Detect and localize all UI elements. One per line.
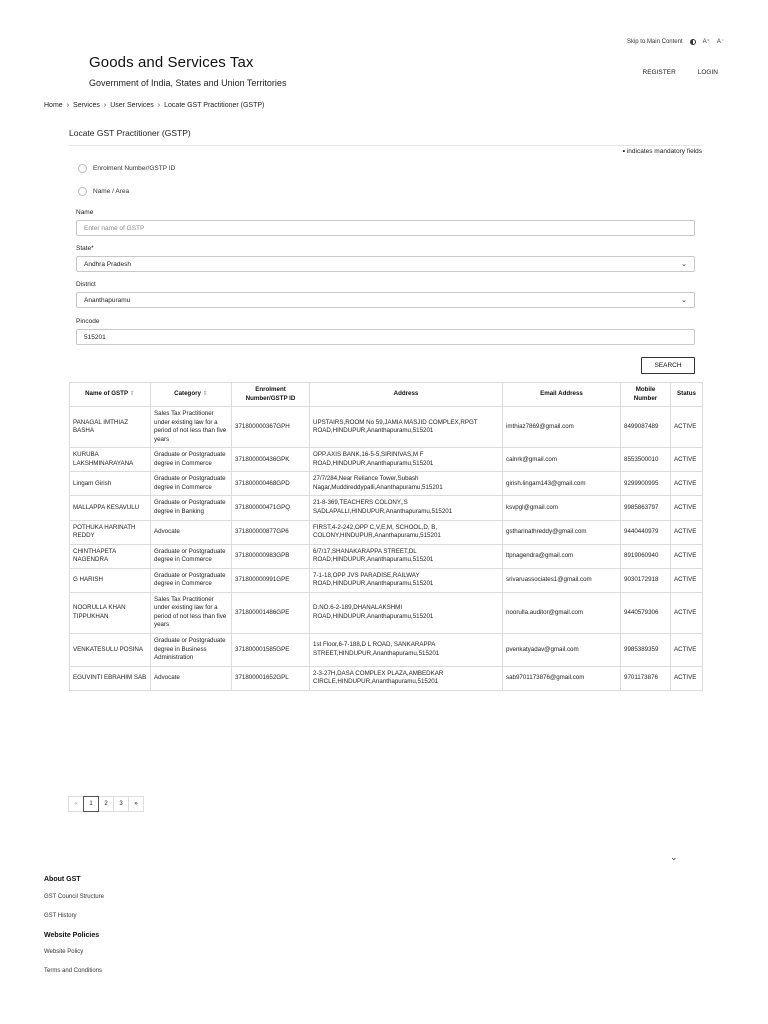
cell-name: MALLAPPA KESAVULU xyxy=(70,496,151,520)
login-link[interactable]: LOGIN xyxy=(697,69,718,76)
cell-email: noorulla.auditor@gmail.com xyxy=(503,592,621,633)
cell-address: 21-8-369,TEACHERS COLONY,,S SADLAPALLI,HINDUPUR,Ananthapuramu,515201 xyxy=(310,496,503,520)
cell-address: D.NO.6-2-189,DHANALAKSHMI ROAD,HINDUPUR,Ananthapuramu,515201 xyxy=(310,592,503,633)
pagination-page-3[interactable]: 3 xyxy=(113,796,129,812)
cell-mobile: 9030172918 xyxy=(621,568,671,592)
cell-category: Advocate xyxy=(151,666,232,690)
title-divider xyxy=(69,145,702,146)
cell-email: sab9701173876@gmail.com xyxy=(503,666,621,690)
cell-email: imthiaz7869@gmail.com xyxy=(503,407,621,448)
name-label: Name xyxy=(76,209,94,216)
page-title: Locate GST Practitioner (GSTP) xyxy=(69,128,191,138)
table-row xyxy=(70,407,703,448)
column-header-category[interactable] xyxy=(151,383,232,407)
radio-enrolment-label: Enrolment Number/GSTP ID xyxy=(93,165,176,172)
breadcrumb-separator: › xyxy=(103,102,107,109)
cell-address: FIRST,4-2-242,OPP C,V,E,M, SCHOOL,D, B, COLONY,HINDUPUR,Ananthapuramu,515201 xyxy=(310,520,503,544)
radio-name-area-label: Name / Area xyxy=(93,188,130,195)
table-row xyxy=(70,496,703,520)
table-row xyxy=(70,520,703,544)
cell-email: srivaruassociates1@gmail.com xyxy=(503,568,621,592)
cell-mobile: 8499087489 xyxy=(621,407,671,448)
cell-status: ACTIVE xyxy=(671,568,703,592)
radio-button[interactable] xyxy=(78,164,87,173)
footer-terms-link[interactable]: Terms and Conditions xyxy=(44,968,103,974)
pagination-prev[interactable]: « xyxy=(68,796,84,812)
cell-mobile: 8919060940 xyxy=(621,544,671,568)
cell-category: Sales Tax Practitioner under existing law for a period of not less than five years xyxy=(151,592,232,633)
chevron-down-icon: ⌄ xyxy=(681,261,687,268)
cell-enrolment: 371800000471GPQ xyxy=(232,496,310,520)
cell-enrolment: 371800000436GPK xyxy=(232,448,310,472)
breadcrumb-user-services[interactable]: User Services xyxy=(110,102,154,109)
cell-enrolment: 371800000367GPH xyxy=(232,407,310,448)
breadcrumb-separator: › xyxy=(66,102,70,109)
cell-status: ACTIVE xyxy=(671,472,703,496)
district-value: Ananthapuramu xyxy=(84,296,131,304)
mandatory-text: indicates mandatory fields xyxy=(626,148,702,155)
cell-category: Graduate or Postgraduate degree in Commerce xyxy=(151,544,232,568)
cell-email: pvenkatyadav@gmail.com xyxy=(503,634,621,667)
state-value: Andhra Pradesh xyxy=(84,260,131,268)
utility-bar xyxy=(627,38,724,45)
search-button[interactable]: SEARCH xyxy=(641,357,695,374)
pagination-page-1[interactable]: 1 xyxy=(83,796,99,812)
table-row xyxy=(70,592,703,633)
cell-name: KURUBA LAKSHMINARAYANA xyxy=(70,448,151,472)
table-row xyxy=(70,568,703,592)
table-row xyxy=(70,448,703,472)
column-header-email: Email Address xyxy=(503,383,621,407)
cell-mobile: 9985863797 xyxy=(621,496,671,520)
font-decrease-button[interactable]: A⁻ xyxy=(716,39,724,45)
cell-mobile: 9440440979 xyxy=(621,520,671,544)
cell-enrolment: 371800000991GPE xyxy=(232,568,310,592)
table-row xyxy=(70,666,703,690)
cell-name: EGUVINTI EBRAHIM SAB xyxy=(70,666,151,690)
header-label: Name of GSTP xyxy=(85,390,128,398)
pincode-value: 515201 xyxy=(84,333,106,341)
state-label: State* xyxy=(76,245,94,252)
cell-category: Graduate or Postgraduate degree in Commerce xyxy=(151,568,232,592)
cell-status: ACTIVE xyxy=(671,520,703,544)
column-header-address: Address xyxy=(310,383,503,407)
contrast-icon[interactable] xyxy=(690,39,696,45)
cell-address: UPSTAIRS,ROOM No 59,JAMIA MASJID COMPLEX,RPGT ROAD,HINDUPUR,Ananthapuramu,515201 xyxy=(310,407,503,448)
cell-mobile: 9440579306 xyxy=(621,592,671,633)
cell-address: OPP.AXIS BANK,16-5-5,SIRINIVAS,M F ROAD,HINDUPUR,Ananthapuramu,515201 xyxy=(310,448,503,472)
sort-icon[interactable]: ⇕ xyxy=(202,390,208,398)
skip-to-content-link[interactable]: Skip to Main Content xyxy=(626,38,683,45)
radio-enrolment-option[interactable] xyxy=(78,164,175,173)
cell-mobile: 9701173876 xyxy=(621,666,671,690)
cell-email: calnrk@gmail.com xyxy=(503,448,621,472)
cell-email: ksvpgl@gmail.com xyxy=(503,496,621,520)
breadcrumb-home[interactable]: Home xyxy=(44,102,63,109)
sort-icon[interactable]: ⇕ xyxy=(129,390,135,398)
cell-status: ACTIVE xyxy=(671,496,703,520)
cell-mobile: 9985389359 xyxy=(621,634,671,667)
mandatory-note xyxy=(623,148,702,155)
district-select[interactable] xyxy=(76,292,695,308)
cell-email: girish.lingam143@gmail.com xyxy=(503,472,621,496)
cell-email: ltpnagendra@gmail.com xyxy=(503,544,621,568)
header-label: Category xyxy=(174,390,201,398)
site-title[interactable]: Goods and Services Tax xyxy=(89,54,254,71)
results-body xyxy=(70,407,703,691)
cell-status: ACTIVE xyxy=(671,544,703,568)
cell-status: ACTIVE xyxy=(671,448,703,472)
cell-category: Advocate xyxy=(151,520,232,544)
cell-status: ACTIVE xyxy=(671,592,703,633)
cell-name: PANAGAL IMTHIAZ BASHA xyxy=(70,407,151,448)
radio-name-area-option[interactable] xyxy=(78,187,129,196)
cell-enrolment: 371800001652GPL xyxy=(232,666,310,690)
font-increase-button[interactable]: A⁺ xyxy=(702,39,710,45)
cell-enrolment: 371800000983GPB xyxy=(232,544,310,568)
table-row xyxy=(70,544,703,568)
cell-name: Lingam Girish xyxy=(70,472,151,496)
pagination-next[interactable]: » xyxy=(128,796,144,812)
cell-name: G HARISH xyxy=(70,568,151,592)
cell-mobile: 8553500010 xyxy=(621,448,671,472)
column-header-mobile: Mobile Number xyxy=(621,383,671,407)
auth-links xyxy=(643,69,718,76)
footer-website-policy-link[interactable]: Website Policy xyxy=(44,949,84,955)
mandatory-star: • xyxy=(622,148,626,155)
chevron-down-icon[interactable]: ⌄ xyxy=(670,852,678,862)
cell-category: Sales Tax Practitioner under existing law for a period of not less than five years xyxy=(151,407,232,448)
cell-address: 27/7/284,Near Reliance Tower,Subash Nagar,Muddireddypalli,Ananthapuramu,515201 xyxy=(310,472,503,496)
name-input[interactable] xyxy=(76,220,695,236)
pagination-page-2[interactable]: 2 xyxy=(98,796,114,812)
table-row xyxy=(70,634,703,667)
cell-status: ACTIVE xyxy=(671,407,703,448)
cell-name: NOORULLA KHAN TIPPUKHAN xyxy=(70,592,151,633)
cell-enrolment: 371800001486GPE xyxy=(232,592,310,633)
cell-address: 6/7/17,SHANAKARAPPA STREET,DL ROAD,HINDUPUR,Ananthapuramu,515201 xyxy=(310,544,503,568)
site-subtitle: Government of India, States and Union Territories xyxy=(89,78,287,88)
cell-address: 7-1-18,OPP JVS PARADISE,RAILWAY ROAD,HINDUPUR,Ananthapuramu,515201 xyxy=(310,568,503,592)
table-row xyxy=(70,472,703,496)
chevron-down-icon: ⌄ xyxy=(681,297,687,304)
pincode-input[interactable] xyxy=(76,329,695,345)
column-header-enrolment: Enrolment Number/GSTP ID xyxy=(232,383,310,407)
cell-status: ACTIVE xyxy=(671,666,703,690)
cell-category: Graduate or Postgraduate degree in Business Administration xyxy=(151,634,232,667)
breadcrumb-separator: › xyxy=(157,102,161,109)
column-header-status: Status xyxy=(671,383,703,407)
footer-history-link[interactable]: GST History xyxy=(44,913,77,919)
cell-enrolment: 371800000877GP6 xyxy=(232,520,310,544)
table-header-row xyxy=(70,383,703,407)
cell-address: 2-3-27H,DASA COMPLEX PLAZA,AMBEDKAR CIRCLE,HINDUPUR,Ananthapuramu,515201 xyxy=(310,666,503,690)
cell-status: ACTIVE xyxy=(671,634,703,667)
cell-category: Graduate or Postgraduate degree in Banking xyxy=(151,496,232,520)
brand xyxy=(89,54,286,88)
cell-category: Graduate or Postgraduate degree in Commerce xyxy=(151,448,232,472)
footer xyxy=(44,876,104,974)
footer-policies-heading: Website Policies xyxy=(44,932,100,939)
register-link[interactable]: REGISTER xyxy=(642,69,676,76)
cell-mobile: 9299900995 xyxy=(621,472,671,496)
cell-name: VENKATESULU POSINA xyxy=(70,634,151,667)
results-table xyxy=(69,382,703,691)
radio-button[interactable] xyxy=(78,187,87,196)
column-header-name[interactable] xyxy=(70,383,151,407)
footer-about-heading: About GST xyxy=(44,876,81,883)
cell-category: Graduate or Postgraduate degree in Commerce xyxy=(151,472,232,496)
cell-enrolment: 371800000468GPD xyxy=(232,472,310,496)
state-select[interactable] xyxy=(76,256,695,272)
pagination xyxy=(69,796,144,812)
footer-council-link[interactable]: GST Council Structure xyxy=(44,894,104,900)
name-placeholder: Enter name of GSTP xyxy=(84,224,145,232)
breadcrumb-services[interactable]: Services xyxy=(73,102,100,109)
cell-address: 1st Floor,6-7-188,D L ROAD, SANKARAPPA STREET,HINDUPUR,Ananthapuramu,515201 xyxy=(310,634,503,667)
cell-email: gstharinathreddy@gmail.com xyxy=(503,520,621,544)
pincode-label: Pincode xyxy=(76,318,100,325)
cell-enrolment: 371800001585GPE xyxy=(232,634,310,667)
district-label: District xyxy=(76,281,96,288)
breadcrumb-current: Locate GST Practitioner (GSTP) xyxy=(164,102,265,109)
cell-name: CHINTHAPETA NAGENDRA xyxy=(70,544,151,568)
breadcrumb xyxy=(44,102,264,109)
cell-name: POTHUKA HARINATH REDDY xyxy=(70,520,151,544)
